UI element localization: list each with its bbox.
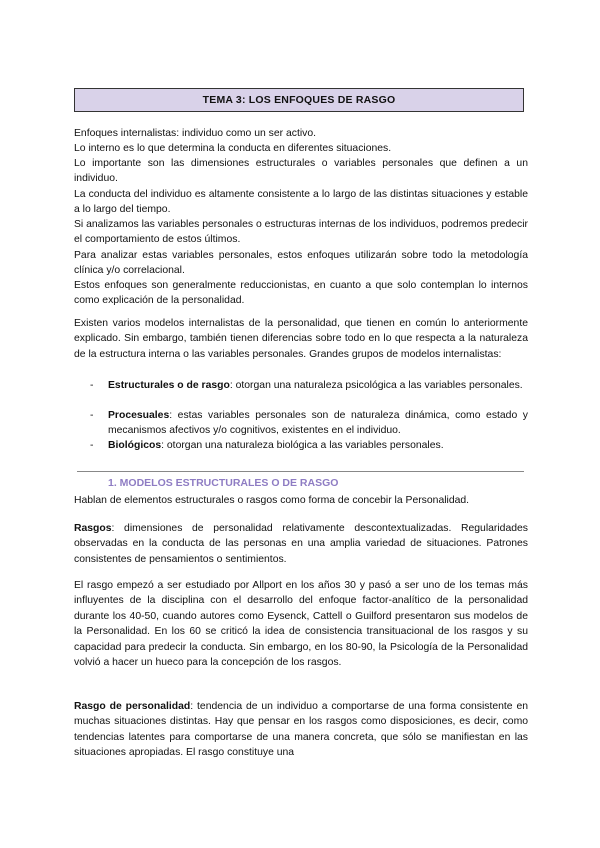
rasgos-term: Rasgos [74, 523, 112, 534]
page-title: TEMA 3: LOS ENFOQUES DE RASGO [74, 88, 524, 112]
intro-line-3: Lo importante son las dimensiones estructurales o variables personales que definen a un individuo. [74, 158, 528, 185]
section-intro: Hablan de elementos estructurales o rasgos como forma de concebir la Personalidad. [74, 495, 470, 506]
bullet-dash: - [90, 440, 94, 451]
section-heading: 1. MODELOS ESTRUCTURALES O DE RASGO [108, 477, 339, 489]
section-divider [77, 471, 524, 472]
rasgos-text: : dimensiones de personalidad relativamente descontextualizadas. Regularidades observadas en la conducta de las personas en una amplia variedad de situaciones. Patrones consistentes de pensamientos o sentimientos. [74, 523, 528, 565]
intro-line-6: Para analizar estas variables personales, estos enfoques utilizarán sobre todo la metodología clínica y/o correlacional. [74, 250, 528, 277]
intro-line-4: La conducta del individuo es altamente consistente a lo largo de las distintas situaciones y estable a lo largo del tiempo. [74, 189, 528, 216]
bullet-text: : estas variables personales son de naturaleza dinámica, como estado y mecanismos afectivos y/o cognitivos, existentes en el individuo. [108, 410, 528, 437]
bullet-dash: - [90, 380, 94, 391]
bullet-dash: - [90, 410, 94, 421]
bullet-term: Biológicos [108, 440, 162, 451]
rasgo-personalidad-paragraph [74, 699, 528, 761]
bullet-term: Procesuales [108, 410, 170, 421]
rasgo-personalidad-term: Rasgo de personalidad [74, 701, 191, 712]
intro-line-2: Lo interno es lo que determina la conducta en diferentes situaciones. [74, 143, 392, 154]
bullet-text: : otorgan una naturaleza psicológica a las variables personales. [229, 380, 523, 391]
intro-line-1: Enfoques internalistas: individuo como un ser activo. [74, 128, 317, 139]
intro-line-7: Estos enfoques son generalmente reduccionistas, en cuanto a que solo contemplan lo internos como explicación de la personalidad. [74, 280, 528, 307]
bullet-term: Estructurales o de rasgo [108, 380, 230, 391]
intro-line-5: Si analizamos las variables personales o estructuras internas de los individuos, podremos predecir el comportamiento de estos últimos. [74, 219, 528, 246]
rasgo-personalidad-text: : tendencia de un individuo a comportarse de una forma consistente en muchas situaciones distintas. Hay que pensar en los rasgos como disposiciones, es decir, como tendencias latentes para comportarse de una manera concreta, que sólo se manifiestan en las situaciones apropiadas. El rasgo constituye una [74, 701, 529, 759]
rasgos-paragraph [74, 521, 528, 567]
models-paragraph: Existen varios modelos internalistas de la personalidad, que tienen en común lo anteriormente explicado. Sin embargo, también tienen diferencias sobre todo en lo que respecta a la naturaleza de la estructura interna o las variables personales. Grandes grupos de modelos internalistas: [74, 318, 528, 360]
bullet-text: : otorgan una naturaleza biológica a las variables personales. [161, 440, 444, 451]
history-paragraph: El rasgo empezó a ser estudiado por Allport en los años 30 y pasó a ser uno de los temas más influyentes de la disciplina con el desarrollo del enfoque factor-analítico de la personalidad durante los 40-50, cuando autores como Eysenck, Cattell o Guilford presentaron sus modelos de la Personalidad. En los 60 se criticó la idea de consistencia transituacional de los rasgos y su capacidad para predecir la conducta. Sin embargo, en los 80-90, la Psicología de la Personalidad volvió a hacer un hueco para la concepción de los rasgos. [74, 580, 528, 669]
